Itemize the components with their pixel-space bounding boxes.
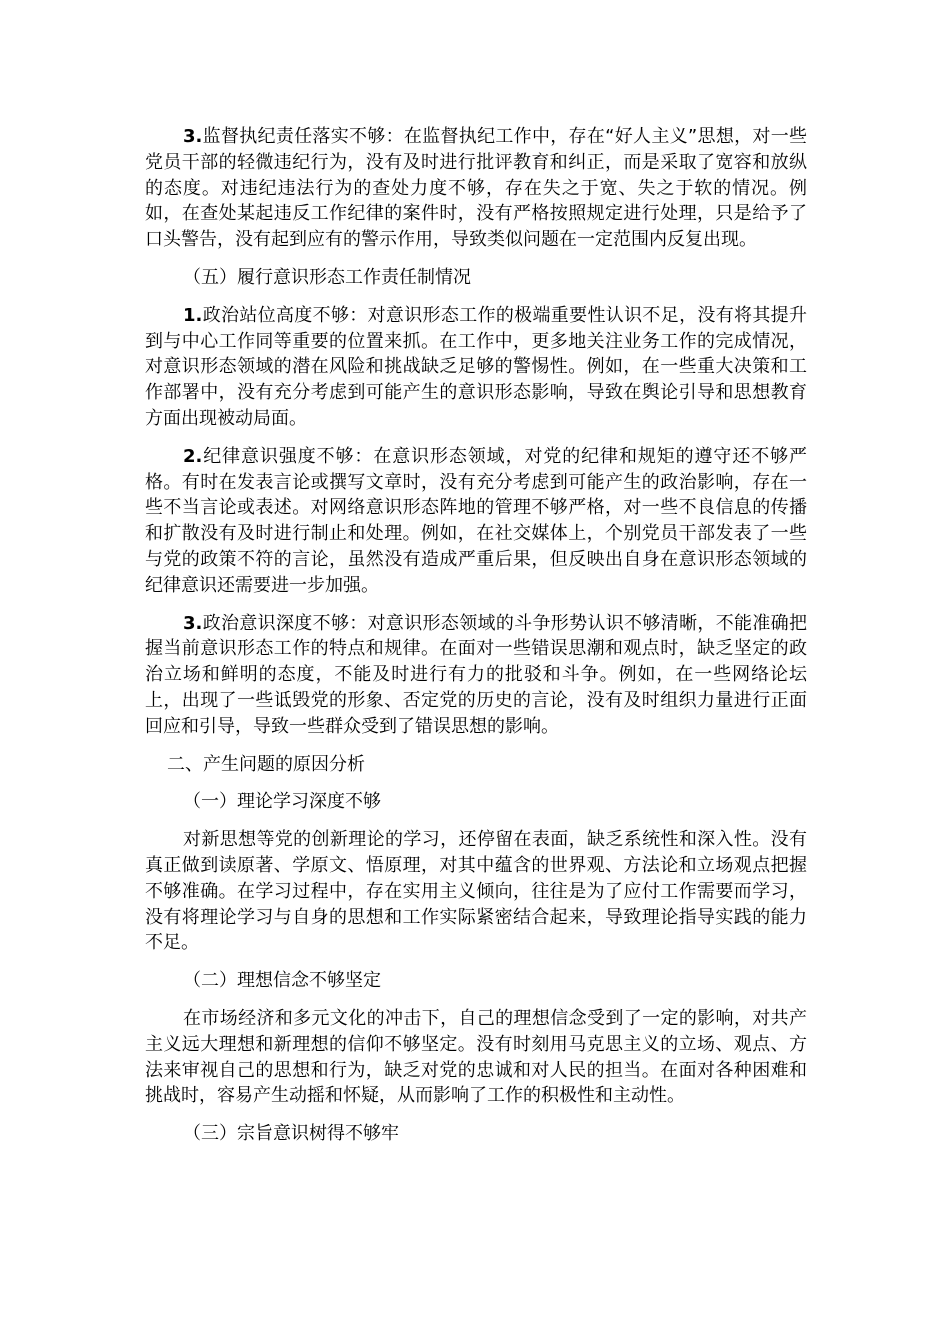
- section-heading-ideals: （二）理想信念不够坚定: [183, 970, 381, 992]
- paragraph-text: 政治意识深度不够：对意识形态领域的斗争形势认识不够清晰，不能准确把握当前意识形态工作的特点和规律。在面对一些错误思潮和观点时，缺乏坚定的政治立场和鲜明的态度，不能及时进行有力的批驳和斗争。例如，在一些网络论坛上，出现了一些诋毁党的形象、否定党的历史的言论，没有及时组织力量进行正面回应和引导，导致一些群众受到了错误思想的影响。: [145, 612, 807, 737]
- paragraph-political-awareness: [145, 611, 807, 740]
- section-heading-purpose: （三）宗旨意识树得不够牢: [183, 1123, 399, 1145]
- section-heading-theory: （一）理论学习深度不够: [183, 791, 381, 813]
- paragraph-discipline: [145, 444, 807, 599]
- paragraph-political-stance: [145, 303, 807, 432]
- document-page: [145, 124, 807, 1159]
- paragraph-theory-study: 对新思想等党的创新理论的学习，还停留在表面，缺乏系统性和深入性。没有真正做到读原著、学原文、悟原理，对其中蕴含的世界观、方法论和立场观点把握不够准确。在学习过程中，存在实用主义倾向，往往是为了应付工作需要而学习，没有将理论学习与自身的思想和工作实际紧密结合起来，导致理论指导实践的能力不足。: [145, 829, 807, 954]
- item-number: 2.: [183, 445, 203, 467]
- paragraph-text: 监督执纪责任落实不够：在监督执纪工作中，存在“好人主义”思想，对一些党员干部的轻微违纪行为，没有及时进行批评教育和纠正，而是采取了宽容和放纵的态度。对违纪违法行为的查处力度不够，存在失之于宽、失之于软的情况。例如，在查处某起违反工作纪律的案件时，没有严格按照规定进行处理，只是给予了口头警告，没有起到应有的警示作用，导致类似问题在一定范围内反复出现。: [145, 126, 807, 251]
- paragraph-text: 政治站位高度不够：对意识形态工作的极端重要性认识不足，没有将其提升到与中心工作同等重要的位置来抓。在工作中，更多地关注业务工作的完成情况，对意识形态领域的潜在风险和挑战缺乏足够的警惕性。例如，在一些重大决策和工作部署中，没有充分考虑到可能产生的意识形态影响，导致在舆论引导和思想教育方面出现被动局面。: [145, 304, 807, 429]
- item-number: 3.: [183, 126, 203, 147]
- paragraph-text: 纪律意识强度不够：在意识形态领域，对党的纪律和规矩的遵守还不够严格。有时在发表言论或撰写文章时，没有充分考虑到可能产生的政治影响，存在一些不当言论或表述。对网络意识形态阵地的管理不够严格，对一些不良信息的传播和扩散没有及时进行制止和处理。例如，在社交媒体上，个别党员干部发表了一些与党的政策不符的言论，虽然没有造成严重后果，但反映出自身在意识形态领域的纪律意识还需要进一步加强。: [145, 445, 807, 596]
- item-number: 1.: [183, 304, 203, 326]
- section-heading-5: （五）履行意识形态工作责任制情况: [183, 266, 471, 288]
- chapter-heading-causes: 二、产生问题的原因分析: [167, 753, 365, 775]
- paragraph-supervision: [145, 124, 807, 253]
- item-number: 3.: [183, 612, 203, 634]
- paragraph-ideals: 在市场经济和多元文化的冲击下，自己的理想信念受到了一定的影响，对共产主义远大理想和新理想的信仰不够坚定。没有时刻用马克思主义的立场、观点、方法来审视自己的思想和行为，缺乏对党的忠诚和对人民的担当。在面对各种困难和挑战时，容易产生动摇和怀疑，从而影响了工作的积极性和主动性。: [145, 1007, 807, 1107]
